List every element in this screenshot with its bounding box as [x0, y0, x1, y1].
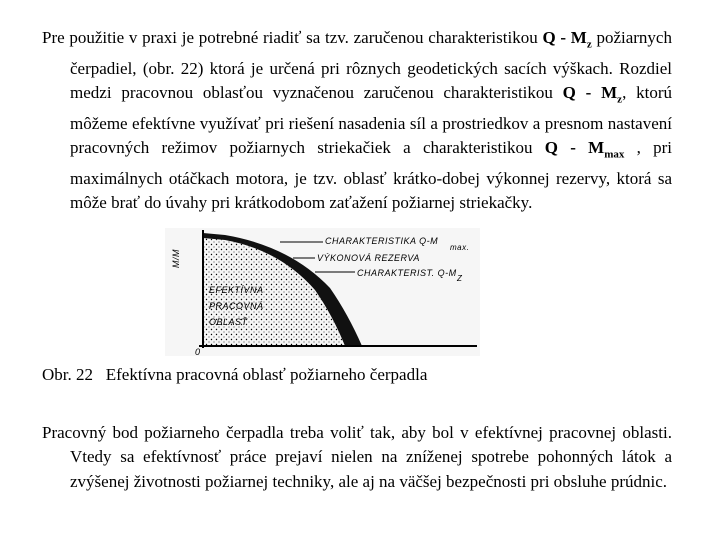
label-power-reserve: VÝKONOVÁ REZERVA — [317, 253, 420, 263]
figure-caption — [42, 363, 427, 387]
label-q-mmax-sub: max. — [450, 243, 470, 252]
region-label-1: EFEKTÍVNA — [209, 285, 264, 295]
origin-label: 0 — [195, 347, 201, 356]
text-segment: , pri maximálnych otáčkach motora, je tzv. oblasť krátko-dobej výkonnej rezervy, ktorá sa môže brať do úvahy pri krátkodobom zaťažení požiarnej striekačky. — [70, 137, 673, 212]
label-q-mz: CHARAKTERIST. Q-M — [357, 268, 457, 278]
bold-term: Q - $M_z$ — [542, 28, 592, 51]
text-segment: , ktorú môžeme efektívne využívať pri riešení nasadenia síl a prostriedkov a presnom nastavení pracovných režimov požiarnych striekačiek a charakteristikou — [70, 82, 672, 157]
closing-paragraph: Pracovný bod požiarneho čerpadla treba voliť tak, aby bol v efektívnej pracovnej oblasti. Vtedy sa efektívnosť práce prejaví nielen na zníženej spotrebe pohonných látok a zvýšenej životnosti požiarnej techniky, ale aj na väčšej bezpečnosti pri obsluhe prúdnic. — [42, 423, 672, 491]
intro-paragraph — [42, 26, 672, 215]
bold-term: Q - $M_{max}$ — [544, 137, 625, 161]
text-segment: Pre použitie v praxi je potrebné riadiť sa tzv. zaručenou charakteristikou — [42, 28, 543, 47]
text-segment: požiarnych čerpadiel, (obr. 22) ktorá je určená pri rôznych geodetických sacích výškach. Rozdiel medzi pracovnou oblasťou vyznačenou zaručenou charakteristikou — [70, 28, 672, 102]
label-q-mmax: CHARAKTERISTIKA Q-M — [325, 236, 439, 246]
y-axis-label: M/M — [171, 249, 181, 268]
region-label-3: OBLASŤ — [209, 317, 248, 327]
bold-term: Q - $M_z$ — [562, 82, 623, 106]
label-q-mz-sub: Z — [457, 274, 463, 283]
caption-number: Obr. 22 — [42, 365, 93, 384]
caption-text: Efektívna pracovná oblasť požiarneho čerpadla — [105, 365, 428, 384]
region-label-2: PRACOVNÁ — [209, 301, 264, 311]
pump-characteristic-figure — [165, 228, 480, 356]
